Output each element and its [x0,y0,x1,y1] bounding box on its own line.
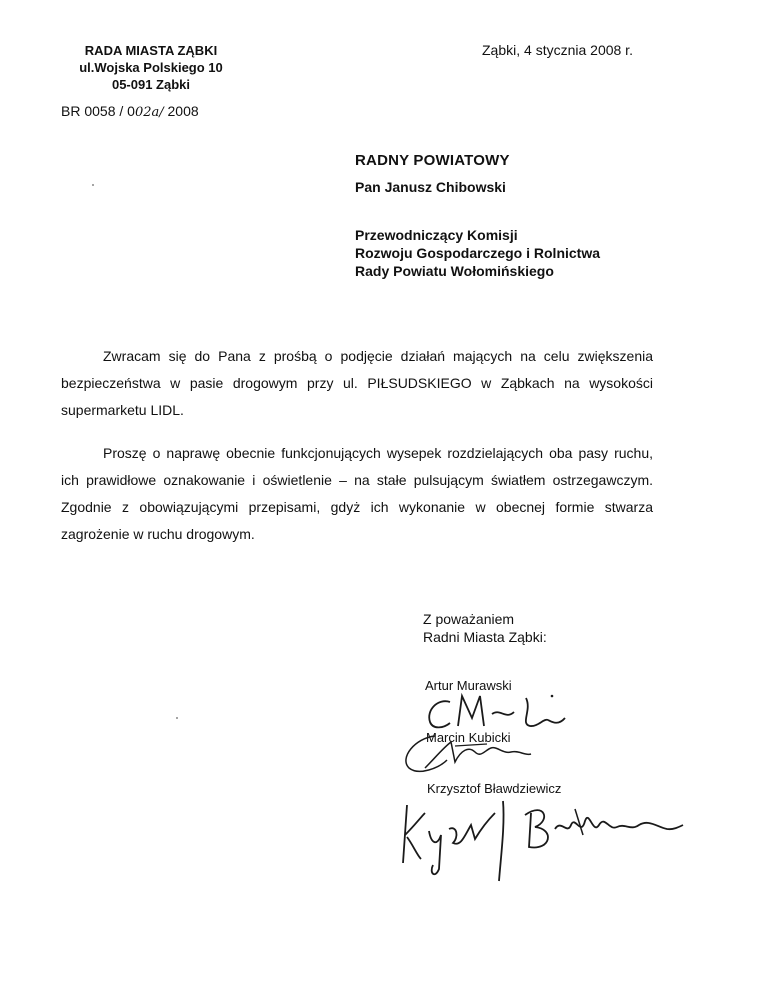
scan-speck [92,184,94,186]
sender-name: RADA MIASTA ZĄBKI [84,43,218,58]
signatory-group: Radni Miasta Ząbki: [423,629,547,645]
closing-greeting: Z poważaniem [423,611,515,627]
signer-name-1: Artur Murawski [425,678,512,693]
signature-krzysztof-blawdziewicz [395,795,685,885]
recipient-block [355,152,600,280]
reference-prefix: BR 0058 / 0 [61,103,135,119]
scan-speck [176,717,178,719]
committee-line-3: Rady Powiatu Wołomińskiego [355,263,554,279]
reference-number [61,103,199,120]
closing-block [423,610,547,646]
sender-street: ul.Wojska Polskiego 10 [79,60,223,75]
recipient-name: Pan Janusz Chibowski [355,179,506,195]
committee-line-1: Przewodniczący Komisji [355,227,518,243]
committee-line-2: Rozwoju Gospodarczego i Rolnictwa [355,245,601,261]
signature-marcin-kubicki [395,728,555,778]
recipient-role: RADNY POWIATOWY [355,152,510,169]
date-line: Ząbki, 4 stycznia 2008 r. [482,42,633,58]
reference-handwritten: 02a/ [134,105,164,120]
signer-name-3: Krzysztof Bławdziewicz [427,781,562,796]
sender-city: 05-091 Ząbki [111,77,191,92]
body-paragraph-1: Zwracam się do Pana z prośbą o podjęcie działań mających na celu zwiększenia bezpieczeństwa w pasie drogowym przy ul. PIŁSUDSKIEGO w Ząbkach na wysokości supermarketu LIDL. [61,348,653,418]
sender-address-block [61,42,241,93]
recipient-committee [355,226,600,280]
signer-name-2: Marcin Kubicki [426,730,511,745]
reference-suffix: 2008 [163,103,199,119]
body-paragraph-2: Proszę o naprawę obecnie funkcjonujących wysepek rozdzielających oba pasy ruchu, ich prawidłowe oznakowanie i oświetlenie – na stałe pulsującym światłem ostrzegawczym. Zgodnie z obowiązującymi przepisami, gdyż ich wykonanie w obecnej formie stwarza zagrożenie w ruchu drogowym. [61,445,653,542]
